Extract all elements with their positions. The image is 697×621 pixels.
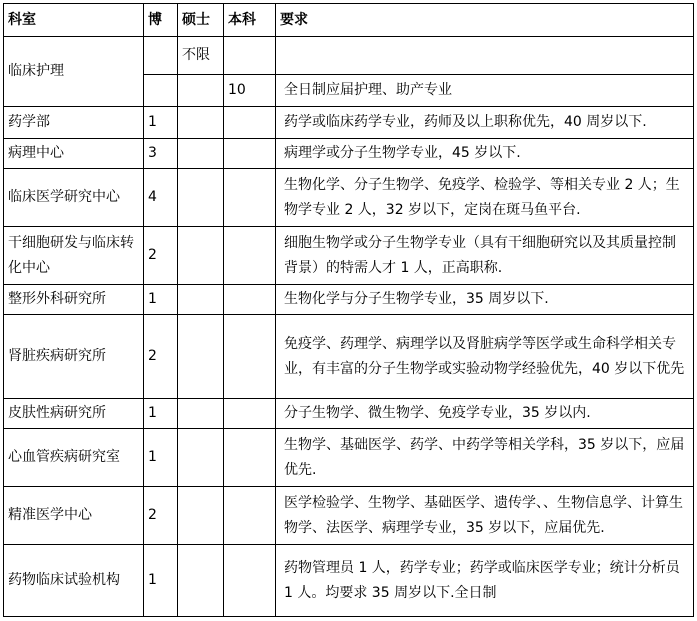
dept-cell: 干细胞研发与临床转化中心: [4, 227, 144, 285]
requirements-cell: 药学或临床药学专业，药师及以上职称优先，40 周岁以下.: [276, 107, 694, 139]
master-cell: [178, 227, 224, 285]
header-bachelor: 本科: [224, 4, 276, 37]
phd-cell: 4: [144, 169, 178, 227]
requirements-cell: 医学检验学、生物学、基础医学、遗传学、、生物信息学、计算生物学、法医学、病理学专业，35 岁以下，应届优先.: [276, 487, 694, 545]
requirements-cell: 病理学或分子生物学专业，45 岁以下.: [276, 139, 694, 169]
dept-cell: 心血管疾病研究室: [4, 429, 144, 487]
dept-cell: 整形外科研究所: [4, 285, 144, 315]
master-cell: [178, 107, 224, 139]
table-row: [4, 399, 694, 429]
master-cell: [178, 399, 224, 429]
bachelor-cell: [224, 139, 276, 169]
dept-cell: 精准医学中心: [4, 487, 144, 545]
requirements-cell: 分子生物学、微生物学、免疫学专业，35 岁以内.: [276, 399, 694, 429]
table-row: [4, 227, 694, 285]
table-row: [4, 429, 694, 487]
bachelor-cell: [224, 399, 276, 429]
dept-cell: 临床医学研究中心: [4, 169, 144, 227]
requirements-cell: 细胞生物学或分子生物学专业（具有干细胞研究以及其质量控制背景）的特需人才 1 人，正高职称.: [276, 227, 694, 285]
phd-cell: 1: [144, 399, 178, 429]
phd-cell: 1: [144, 285, 178, 315]
phd-cell: 2: [144, 315, 178, 399]
master-cell: 不限: [178, 37, 224, 75]
phd-cell: [144, 75, 178, 107]
requirements-cell: 药物管理员 1 人，药学专业；药学或临床医学专业；统计分析员 1 人。均要求 35 周岁以下.全日制: [276, 545, 694, 617]
dept-cell: 临床护理: [4, 37, 144, 107]
phd-cell: 2: [144, 487, 178, 545]
header-dept: 科室: [4, 4, 144, 37]
bachelor-cell: [224, 37, 276, 75]
table-row: [4, 37, 694, 75]
master-cell: [178, 169, 224, 227]
requirements-cell: 免疫学、药理学、病理学以及肾脏病学等医学或生命科学相关专业，有丰富的分子生物学或实验动物学经验优先，40 岁以下优先: [276, 315, 694, 399]
header-row: [4, 4, 694, 37]
bachelor-cell: 10: [224, 75, 276, 107]
master-cell: [178, 75, 224, 107]
bachelor-cell: [224, 429, 276, 487]
bachelor-cell: [224, 107, 276, 139]
dept-cell: 病理中心: [4, 139, 144, 169]
table-row: [4, 139, 694, 169]
bachelor-cell: [224, 315, 276, 399]
dept-cell: 药学部: [4, 107, 144, 139]
table-row: [4, 545, 694, 617]
table-row: [4, 315, 694, 399]
bachelor-cell: [224, 285, 276, 315]
requirements-cell: 生物化学、分子生物学、免疫学、检验学、等相关专业 2 人；生物学专业 2 人，32 岁以下，定岗在斑马鱼平台.: [276, 169, 694, 227]
dept-cell: 皮肤性病研究所: [4, 399, 144, 429]
dept-cell: 药物临床试验机构: [4, 545, 144, 617]
dept-cell: 肾脏疾病研究所: [4, 315, 144, 399]
phd-cell: 1: [144, 429, 178, 487]
header-requirements: 要求: [276, 4, 694, 37]
phd-cell: [144, 37, 178, 75]
phd-cell: 2: [144, 227, 178, 285]
table-row: [4, 107, 694, 139]
bachelor-cell: [224, 545, 276, 617]
phd-cell: 1: [144, 107, 178, 139]
bachelor-cell: [224, 227, 276, 285]
table-row: [4, 487, 694, 545]
header-master: 硕士: [178, 4, 224, 37]
bachelor-cell: [224, 169, 276, 227]
master-cell: [178, 429, 224, 487]
requirements-cell: 生物学、基础医学、药学、中药学等相关学科，35 岁以下，应届优先.: [276, 429, 694, 487]
master-cell: [178, 487, 224, 545]
requirements-cell: 全日制应届护理、助产专业: [276, 75, 694, 107]
master-cell: [178, 315, 224, 399]
phd-cell: 3: [144, 139, 178, 169]
master-cell: [178, 545, 224, 617]
recruitment-table: [3, 3, 694, 617]
header-phd: 博: [144, 4, 178, 37]
requirements-cell: 生物化学与分子生物学专业，35 周岁以下.: [276, 285, 694, 315]
table-row: [4, 285, 694, 315]
master-cell: [178, 139, 224, 169]
phd-cell: 1: [144, 545, 178, 617]
table-row: [4, 169, 694, 227]
master-cell: [178, 285, 224, 315]
requirements-cell: [276, 37, 694, 75]
bachelor-cell: [224, 487, 276, 545]
